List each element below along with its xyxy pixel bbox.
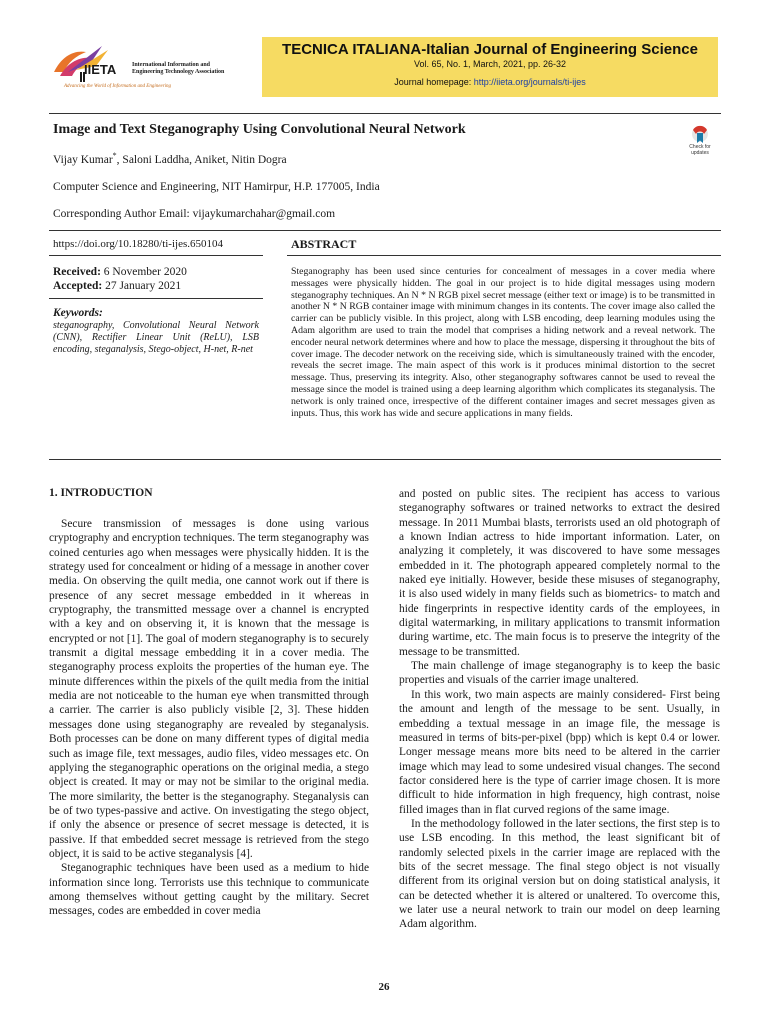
- body-paragraph: The main challenge of image steganography is to keep the basic properties and visuals of the carrier image unaltered.: [399, 660, 720, 687]
- title-rule: [49, 230, 721, 231]
- front-matter-rule: [49, 459, 721, 460]
- logo-tagline: Advancing the World of Information and Engineering: [64, 84, 172, 89]
- body-column-right: [399, 487, 720, 932]
- abstract-rule: [287, 255, 721, 256]
- received-value: 6 November 2020: [100, 266, 187, 278]
- check-for-updates-label: [683, 145, 717, 156]
- body-paragraph: In this work, two main aspects are mainly considered- First being the amount and length of the message to be sent. Usually, in embedding a textual message in an image file, the message is measured in terms of bits-per-pixel (bpp) which is kept 0.4 or lower. Longer message means more bits need to be altered in the carrier image which may lead to some undesired visual changes. The second factor considered here is the type of carrier image chosen. It is more difficult to hide information in high frequency, high contrast, noise filled images than in flat curved regions of the same image.: [399, 688, 720, 816]
- journal-title: TECNICA ITALIANA-Italian Journal of Engineering Science: [282, 41, 698, 58]
- keywords-list: steganography, Convolutional Neural Network (CNN), Rectifier Linear Unit (ReLU), LSB encoding, steganalysis, Stego-object, H-net, R-net: [53, 320, 259, 356]
- journal-homepage-link[interactable]: http://iieta.org/journals/ti-ijes: [473, 77, 586, 87]
- page-number: 26: [378, 981, 390, 993]
- journal-banner: [262, 37, 718, 97]
- abstract-heading: ABSTRACT: [291, 237, 357, 251]
- doi-link[interactable]: https://doi.org/10.18280/ti-ijes.650104: [53, 238, 223, 250]
- crossmark-label-line: Check for: [689, 144, 711, 150]
- body-paragraph: and posted on public sites. The recipient has access to various steganography softwares or trained networks to extract the desired message. In 2011 Mumbai blasts, terrorists used an old photograph of a known Indian actress to hide important information. Later, on analyzing it completely, it was discovered to have some messages embedded in it. The photograph appeared completely normal to the naked eye initially. However, beside these misuses of steganography, it is also used widely in many fields such as biometrics- to match and hide fingerprints in respective identity cards of the employees, in digital watermarking, in military applications to transmit information during wartime, etc. The main focus is to preserve the integrity of the message to be transmitted.: [399, 488, 720, 658]
- journal-homepage-label: Journal homepage:: [394, 77, 474, 87]
- body-paragraph: Secure transmission of messages is done using various cryptography and encryption techniques. The term steganography was coined centuries ago when messages were physically hidden. It is the strategy used for concealment or hiding of a message in another cover media. On observing the quilt media, one cannot work out if there is presence of any secret message embedded in it whereas in cryptography, the transmitted message over a channel is encrypted with a key and on observing it, it is known that the message is encrypted or not [1]. The goal of modern steganography is to securely transmit a digital message embedding it in a cover media. The steganography process exploits the properties of the human eye. The minute differences within the pixels of the quilt media from the initial media are not noticeable to the human eye when transmitted through a carrier. The carrier is also publicly visible [2, 3]. These hidden messages done using steganography are revealed by steganalysis. Both processes can be done on many different types of digital media such as image file, text messages, audio files, video messages etc. On applying the steganographic operations on the original media, a stego object is created. It may or may not be similar to the original media. The more similarity, the better is the steganography. Steganalysis can be of two types-passive and active. On investigating the stego object, if only the absence or presence of secret message is detected, it is passive. If that embedded secret message is retrieved from the stego object, it is said to be active steganalysis [4].: [49, 518, 369, 860]
- received-date: [53, 266, 187, 278]
- body-column-left: [49, 517, 369, 919]
- author-names: , Saloni Laddha, Aniket, Nitin Dogra: [116, 153, 287, 166]
- logo-org-line: International Information and: [132, 62, 211, 68]
- affiliation: Computer Science and Engineering, NIT Hamirpur, H.P. 177005, India: [53, 181, 380, 193]
- keywords-heading: Keywords:: [53, 307, 103, 319]
- abstract-text: Steganography has been used since centuries for concealment of messages in a cover media where messages were physically hidden. The goal in our project is to hide digital messages using modern steganography techniques. An N * N RGB pixel secret message (either text or image) is to be transmitted in another N * N RGB container image with minimum changes in its contents. The cover image also called the carrier can be publicly visible. In this project, along with LSB encoding, deep learning modules using the Adam algorithm are used to train the model that comprises a hiding network and a reveal network. The encoder neural network determines where and how to place the message, dispersing it throughout the bits of cover image. The decoder network on the receiving side, which is simultaneously trained with the encoder, reveals the secret image. The main aspect of this work is it produces minimal distortion to the secret message. Thus, preserving its integrity. Also, other steganography softwares cannot be used to reveal the message since the model is trained using a deep learning algorithm which complicates its steganalysis. The network is only trained once, irrespective of the different container images and secret messages given as inputs. Thus, this work has wide and secure applications in many fields.: [291, 266, 715, 419]
- left-info-rule: [49, 255, 263, 256]
- check-for-updates-badge[interactable]: [683, 124, 717, 158]
- author-name: Vijay Kumar: [53, 153, 113, 166]
- journal-homepage: [262, 77, 718, 87]
- body-paragraph: Steganographic techniques have been used as a medium to hide information since long. Terrorists use this technique to communicate among themselves without getting caught by the military. Secret messages, codes are embedded in cover media: [49, 862, 369, 918]
- journal-volume: Vol. 65, No. 1, March, 2021, pp. 26-32: [413, 59, 567, 69]
- crossmark-icon: [683, 124, 717, 146]
- received-label: Received:: [53, 266, 101, 278]
- corresponding-email: Corresponding Author Email: vijaykumarchahar@gmail.com: [53, 208, 336, 220]
- crossmark-label-line: updates: [691, 149, 709, 156]
- logo-org-name: [132, 62, 224, 76]
- accepted-value: 27 January 2021: [102, 280, 182, 292]
- corresponding-mark: *: [112, 151, 117, 160]
- iieta-logo: [50, 42, 245, 94]
- accepted-date: [53, 280, 181, 292]
- logo-org-line: Engineering Technology Association: [132, 69, 225, 75]
- authors: [53, 151, 287, 166]
- paper-title: Image and Text Steganography Using Convolutional Neural Network: [53, 122, 466, 137]
- body-paragraph: In the methodology followed in the later sections, the first step is to use LSB encoding. In this method, the least significant bit of randomly selected pixels in the carrier image are replaced with the bits of the secret message. The final stego object is not visually different from its original version but on doing statistical analysis, it can be detected whether it is altered or unaltered. To overcome this, we later use a neural network to train our model on deep learning Adam algorithm.: [399, 817, 720, 931]
- accepted-label: Accepted:: [53, 280, 103, 292]
- dates-rule: [49, 298, 263, 299]
- logo-wordmark: IIETA: [84, 62, 117, 77]
- header-rule: [49, 113, 721, 114]
- section-heading-introduction: 1. INTRODUCTION: [49, 487, 153, 499]
